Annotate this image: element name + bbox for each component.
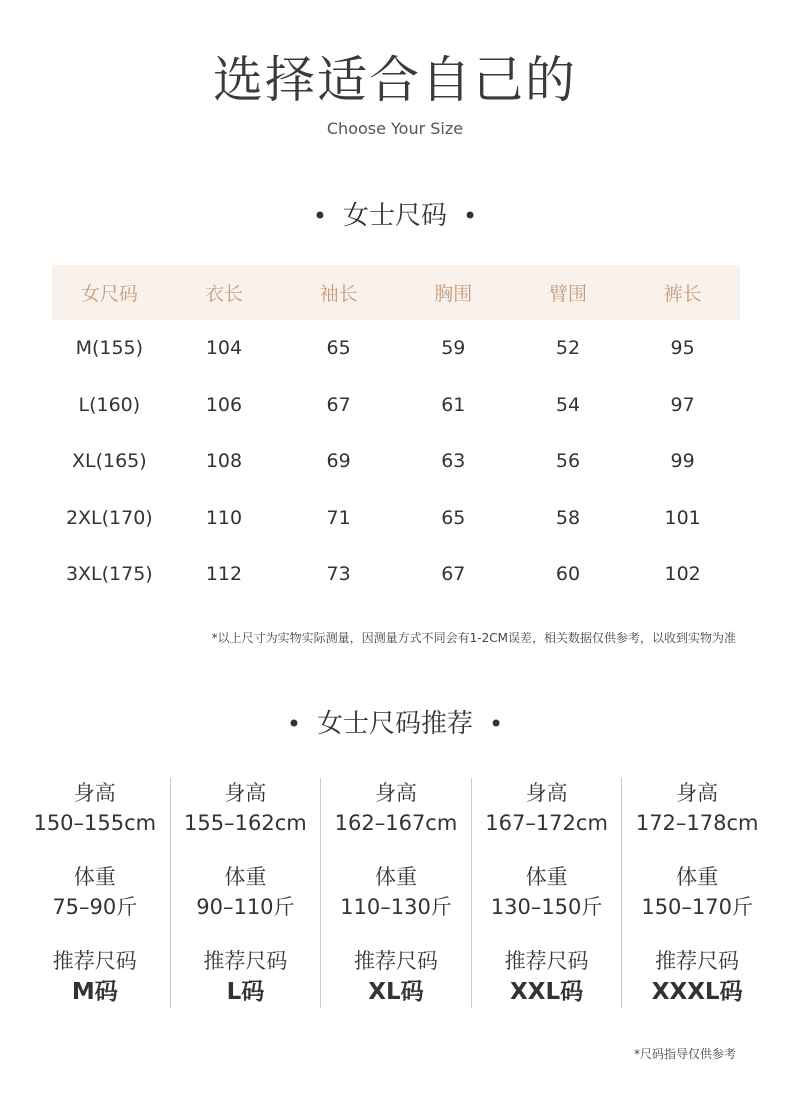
recommended-size-value: XXXL码	[651, 979, 743, 1005]
recommend-column	[621, 778, 772, 1008]
table-cell: 65	[326, 337, 351, 360]
recommended-size-value: XL码	[368, 979, 424, 1005]
height-label: 身高	[73, 781, 116, 805]
height-label: 身高	[525, 781, 568, 805]
table-row	[52, 433, 740, 490]
column-header: 裤长	[625, 265, 740, 320]
size-recommend-heading-text: 女士尺码推荐	[316, 709, 473, 739]
table-cell: 69	[326, 450, 351, 473]
height-label: 身高	[224, 781, 267, 805]
weight-value: 90–110斤	[196, 895, 295, 919]
measurement-note: *以上尺寸为实物实际测量，因测量方式不同会有1-2CM误差，相关数据仅供参考，以收到实物为准	[211, 631, 736, 645]
table-cell: 2XL(170)	[65, 506, 153, 529]
height-label: 身高	[374, 781, 417, 805]
table-cell: 3XL(175)	[65, 563, 153, 586]
table-cell: 95	[670, 337, 695, 360]
guide-note: *尺码指导仅供参考	[633, 1047, 736, 1061]
column-header: 袖长	[281, 265, 396, 320]
table-row	[52, 377, 740, 434]
bullet-dot-icon: •	[463, 202, 478, 230]
table-cell: 99	[670, 450, 695, 473]
height-value: 172–178cm	[635, 811, 759, 835]
table-cell: XL(165)	[71, 450, 147, 473]
table-cell: 52	[555, 337, 581, 360]
table-cell: 63	[441, 450, 466, 473]
recommended-size-value: XXL码	[510, 979, 584, 1005]
table-cell: 108	[205, 450, 243, 473]
page-title: 选择适合自己的	[213, 51, 577, 109]
height-value: 150–155cm	[33, 811, 157, 835]
weight-label: 体重	[525, 865, 568, 889]
table-cell: 59	[441, 337, 466, 360]
weight-label: 体重	[374, 865, 417, 889]
size-recommend-heading	[0, 706, 790, 742]
recommended-size-value: L码	[226, 979, 265, 1005]
table-cell: 110	[205, 506, 243, 529]
table-cell: 67	[441, 563, 466, 586]
column-header: 女尺码	[52, 265, 167, 320]
table-cell: 106	[205, 393, 243, 416]
table-cell: 73	[326, 563, 351, 586]
weight-label: 体重	[73, 865, 116, 889]
recommend-column	[471, 778, 622, 1008]
table-cell: 97	[670, 393, 695, 416]
height-value: 162–167cm	[334, 811, 458, 835]
recommend-column	[320, 778, 471, 1008]
bullet-dot-icon: •	[286, 710, 301, 738]
table-cell: 60	[555, 563, 581, 586]
weight-label: 体重	[224, 865, 267, 889]
height-value: 167–172cm	[485, 811, 608, 835]
recommend-column	[20, 778, 170, 1008]
table-header-row	[52, 265, 740, 320]
table-cell: 54	[555, 393, 581, 416]
size-recommend-grid	[20, 778, 772, 1008]
weight-value: 110–130斤	[340, 895, 452, 919]
recommended-size-value: M码	[71, 979, 118, 1005]
weight-value: 150–170斤	[641, 895, 753, 919]
recommended-size-label: 推荐尺码	[504, 949, 589, 973]
table-cell: 61	[441, 393, 466, 416]
table-cell: 67	[326, 393, 351, 416]
table-cell: 102	[664, 563, 701, 586]
bullet-dot-icon: •	[489, 710, 504, 738]
size-chart-table	[52, 265, 740, 603]
recommended-size-label: 推荐尺码	[655, 949, 740, 973]
bullet-dot-icon: •	[312, 202, 327, 230]
table-cell: L(160)	[78, 393, 141, 416]
table-cell: M(155)	[75, 337, 144, 360]
table-cell: 71	[326, 506, 351, 529]
weight-label: 体重	[676, 865, 719, 889]
size-chart-heading-text: 女士尺码	[342, 201, 447, 231]
size-chart-heading	[0, 198, 790, 234]
table-cell: 104	[205, 337, 243, 360]
recommended-size-label: 推荐尺码	[353, 949, 438, 973]
weight-value: 75–90斤	[52, 895, 138, 919]
table-row	[52, 546, 740, 603]
column-header: 胸围	[396, 265, 511, 320]
table-cell: 112	[205, 563, 243, 586]
page-subtitle: Choose Your Size	[326, 119, 464, 138]
table-cell: 56	[555, 450, 581, 473]
height-value: 155–162cm	[184, 811, 307, 835]
column-header: 衣长	[167, 265, 282, 320]
table-cell: 65	[441, 506, 466, 529]
recommended-size-label: 推荐尺码	[52, 949, 137, 973]
table-row	[52, 320, 740, 377]
recommend-column	[170, 778, 321, 1008]
table-row	[52, 490, 740, 547]
column-header: 臂围	[511, 265, 626, 320]
recommended-size-label: 推荐尺码	[203, 949, 288, 973]
table-cell: 101	[664, 506, 701, 529]
weight-value: 130–150斤	[490, 895, 603, 919]
table-cell: 58	[555, 506, 581, 529]
height-label: 身高	[676, 781, 719, 805]
